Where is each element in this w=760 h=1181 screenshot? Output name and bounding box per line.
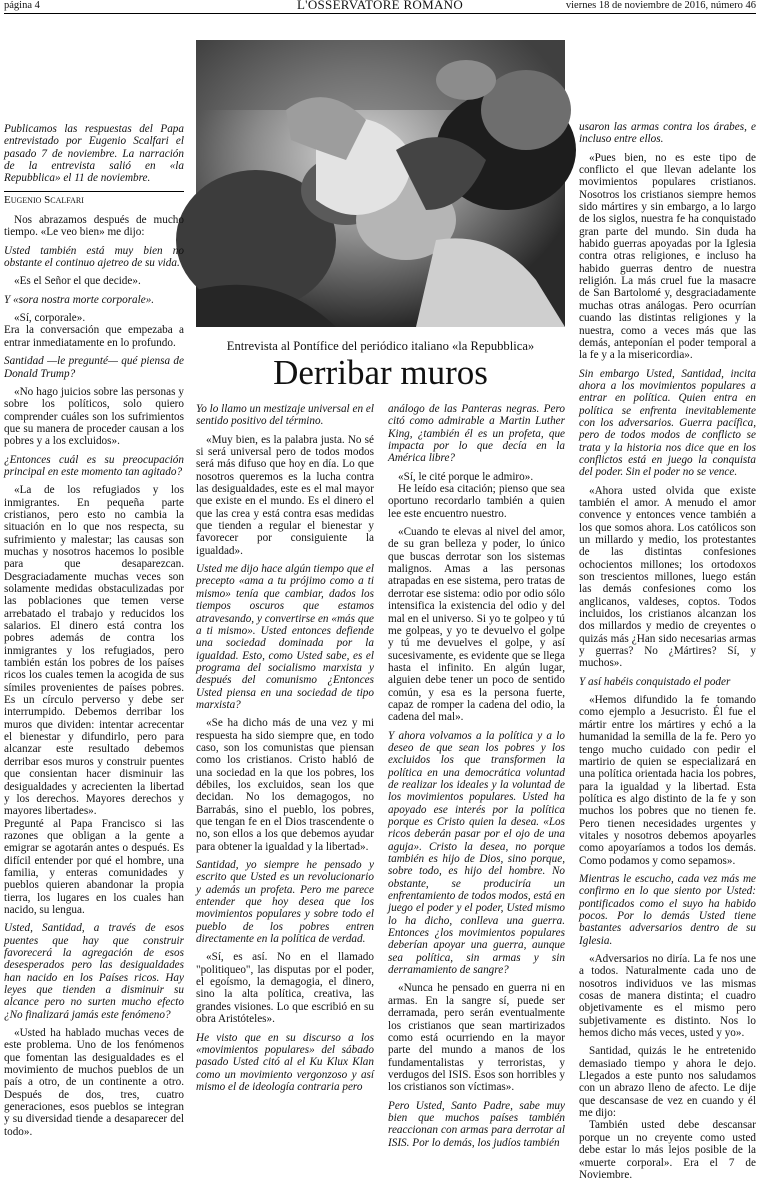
question: Y así habéis conquistado el poder bbox=[579, 675, 731, 688]
masthead: L'OSSERVATORE ROMANO bbox=[296, 0, 464, 12]
column-3 bbox=[388, 403, 565, 1149]
column-4 bbox=[579, 121, 756, 1181]
article-title: Derribar muros bbox=[273, 353, 488, 392]
article-intro: Publicamos las respuestas del Papa entrevistado por Eugenio Scalfari el pasado 7 de noviembre. La narración de la entrevista salió en «la Repubblica» el 11 de noviembre. bbox=[4, 123, 184, 185]
paragraph: «Sí, corporale». bbox=[14, 312, 86, 325]
page-number: página 4 bbox=[4, 0, 40, 11]
question: ¿Entonces cuál es su preocupación principal en este momento tan agitado? bbox=[4, 453, 184, 478]
paragraph: «Es el Señor el que decide». bbox=[14, 275, 141, 288]
question: He visto que en su discurso a los «movimientos populares» del sábado pasado Usted citó al el Ku Klux Klan como un movimiento vergonzoso y así mismo el de ideología contraria pero bbox=[196, 1031, 374, 1093]
article-kicker: Entrevista al Pontífice del periódico italiano «la Repubblica» bbox=[226, 339, 535, 353]
paragraph: Nos abrazamos después de mucho tiempo. «Le veo bien» me dijo: bbox=[4, 214, 184, 239]
article-photo bbox=[196, 40, 565, 327]
paragraph: «Usted ha hablado muchas veces de este problema. Uno de los fenómenos que fomentan las desigualdades es el movimiento de muchos pueblos de un país a otro, de un continente a otro. Después de dos, tres, cuatro generaciones, esos pueblos se integran y su diversidad tiende a desaparecer del todo». bbox=[4, 1027, 184, 1138]
question: Santidad —le pregunté— qué piensa de Donald Trump? bbox=[4, 355, 184, 380]
paragraph: «No hago juicios sobre las personas y sobre los políticos, solo quiero comprender cuáles son los sufrimientos que su manera de proceder causan a los pobres y a los excluidos». bbox=[4, 385, 184, 448]
question: análogo de las Panteras negras. Pero citó como admirable a Martin Luther King, ¿también él es un profeta, que impacta por lo que decía en la América libre? bbox=[388, 403, 565, 465]
photo-hands-illustration bbox=[196, 40, 565, 327]
paragraph: «Nunca he pensado en guerra ni en armas. En la sangre sí, puede ser derramada, pero serán eventualmente los cristianos que sean martirizados como está ocurriendo en la mayor parte del mundo a manos de los fundamentalistas y terroristas, y verdugos del ISIS. Esos son horribles y los cristianos son víctimas». bbox=[388, 982, 565, 1094]
byline: Eugenio Scalfari bbox=[4, 191, 184, 206]
question: Yo lo llamo un mestizaje universal en el sentido positivo del término. bbox=[196, 403, 374, 428]
paragraph: «Cuando te elevas al nivel del amor, de su gran belleza y poder, lo único que buscas derrotar son los sistemas malignos. Amas a las personas atrapadas en ese sistema, pero tratas de derrotar ese sistema: odio por odio sólo intensifica la existencia del odio y del mal en el universo. Si yo te golpeo y tú me golpeas, y yo te devuelvo el golpe y tú me devuelves el golpe, y así sucesivamente, es evidente que se llega hasta el infinito. En algún lugar, alguien debe tener un poco de sentido común, y esa es la persona fuerte, capaz de romper la cadena del odio, la cadena del mal». bbox=[388, 526, 565, 724]
question: Santidad, yo siempre he pensado y escrito que Usted es un revolucionario y además un profeta. Pero me parece entender que hoy desea que los movimientos populares y sobre todo el pueblo de los pobres entren directamente en la política de verdad. bbox=[196, 859, 374, 946]
paragraph: «Sí, es así. No en el llamado "politiqueo", las disputas por el poder, el egoísmo, la demagogia, el dinero, sino la alta política, creativa, las grandes visiones. Lo que escribió en su obra Aristóteles». bbox=[196, 951, 374, 1026]
paragraph: «Ahora usted olvida que existe también el amor. A menudo el amor convence y entonces vence también a los que somos ahora. Los católicos son un millardo y medio, los protestantes de las distintas confesiones ochocientos millones; los ortodoxos son trescientos millones, luego están las demás confesiones como los anglicanos, valdeses, coptos. Todos incluidos, los cristianos alcanzan los dos millardos y medio de creyentes o quizás más ¿Han sido necesarias armas y guerras? No ¿Mártires? Sí, y muchos». bbox=[579, 484, 756, 670]
question: Y «sora nostra morte corporale». bbox=[4, 293, 155, 306]
paragraph: Santidad, quizás le he entretenido demasiado tiempo y ahora le dejo. Llegados a este punto nos saludamos con un abrazo lleno de afecto. Le dije que descansase de vez en cuando y él me dijo: bbox=[579, 1045, 756, 1120]
question: Usted también está muy bien no obstante el continuo ajetreo de su vida. bbox=[4, 244, 184, 270]
paragraph: «Pues bien, no es este tipo de conflicto el que llevan adelante los movimientos populares cristianos. Nosotros los cristianos siempre hemos sido mártires y sin embargo, a lo largo de los siglos, nuestra fe ha conquistado gran parte del mundo. Sin duda ha habido guerras apoyadas por la Iglesia contra otras religiones, e incluso ha habido guerras dentro de nuestra religión. La más cruel fue la masacre de San Bartolomé y, desgraciadamente muchas otras análogas. Pero ocurrían cuando las distintas religiones y la nuestra, como a veces más que las demás, anteponían el poder temporal a la fe y a la misericordia». bbox=[579, 151, 756, 362]
question: Usted, Santidad, a través de esos puentes que hay que construir favorecerá la agregación de esos desesperados pero las desigualdades han nacido en los Países ricos. Hay leyes que tienden a disminuir su alcance pero no surten mucho efecto ¿No finalizará jamás este fenómeno? bbox=[4, 922, 184, 1021]
question: Pero Usted, Santo Padre, sabe muy bien que muchos países también reaccionan con armas para derrotar al ISIS. Por lo demás, los judíos también bbox=[388, 1099, 565, 1149]
paragraph: «Muy bien, es la palabra justa. No sé si será universal pero de todos modos será más difuso que hoy en día. Lo que nosotros queremos es la lucha contra las desigualdades, este es el mal mayor que existe en el mundo. Es el dinero el que las crea y está contra esas medidas que tienden a regular el bienestar y favorecer por consiguiente la igualdad». bbox=[196, 433, 374, 557]
question: Sin embargo Usted, Santidad, incita ahora a los movimientos populares a entrar en política. Quien entra en política se enfrenta inevitablemente con los adversarios. Guerra pacífica, pero de todos modos de conflicto se trata y la historia nos dice que en los conflictos está en juego la conquista del poder. Sin el poder no se vence. bbox=[579, 367, 756, 479]
running-header bbox=[4, 0, 756, 12]
paragraph: «Se ha dicho más de una vez y mi respuesta ha sido siempre que, en todo caso, son los comunistas que piensan como los cristianos. Cristo habló de una sociedad en la que los pobres, los débiles, los excluidos, sean los que decidan. No los demagogos, no Barrabás, sino el pueblo, los pobres, que tengan fe en el Dios trascendente o no, son ellos a los que debemos ayudar para obtener la igualdad y la libertad». bbox=[196, 717, 374, 853]
column-1 bbox=[4, 123, 184, 1138]
question: Y ahora volvamos a la política y a lo deseo de que sean los pobres y los excluidos los que transformen la política en una democrática voluntad de realizar los ideales y la voluntad de los movimientos populares. Usted ha apoyado ese interés por la política porque es Cristo quien la desea. «Los ricos deberán pasar por el ojo de una aguja». Cristo la desea, no porque también es hijo de Dios, sino porque, sobre todo, es hijo del hombre. No obstante, se produciría un enfrentamiento de todos modos, está en juego el poder y el poder, Usted mismo lo ha dicho, conlleva una guerra. Entonces ¿los movimientos populares deberían apoyar una guerra, aunque sea política, sin armas y sin derramamiento de sangre? bbox=[388, 729, 565, 977]
paragraph: «La de los refugiados y los inmigrantes. En pequeña parte cristianos, pero esto no cambia la situación en lo que nos respecta, su sufrimiento y malestar; las causas son muchas y nosotros hacemos lo posible para que desaparezcan. Desgraciadamente muchas veces son solamente medidas obstaculizadas por las poblaciones que temen verse arrebatado el trabajo y reducidos los salarios. El dinero está contra los pobres además de contra los inmigrantes y los refugiados, pero también están los pobres de los países ricos los cuales temen la acogida de sus símiles provenientes de países pobres. Es un círculo perverso y debe ser interrumpido. Debemos derribar los muros que dividen: intentar acrecentar el bienestar y difundirlo, pero para alcanzar este resultado debemos derribar esos muros y construir puentes que consientan hacer disminuir las desigualdades y acrecienten la libertad y los derechos. Mayores derechos y mayores libertades». bbox=[4, 484, 184, 818]
column-2 bbox=[196, 403, 374, 1115]
paragraph: Pregunté al Papa Francisco si las razones que obligan a la gente a emigrar se agotarán antes o después. Es difícil entender por qué el hombre, una familia, y enteras comunidades y pueblos quieren abandonar la propia tierra, los lugares en los cuales han nacido, su lengua. bbox=[4, 817, 184, 916]
paragraph: He leído esa citación; pienso que sea oportuno recordarlo también a quien lee este encuentro nuestro. bbox=[388, 483, 565, 520]
paragraph: «Adversarios no diría. La fe nos une a todos. Naturalmente cada uno de nosotros individuos ve las mismas cosas de manera distinta; el cuadro objetivamente es el mismo pero subjetivamente es distinto. Nos lo hemos dicho más veces, usted y yo». bbox=[579, 953, 756, 1040]
question: usaron las armas contra los árabes, e incluso entre ellos. bbox=[579, 121, 756, 146]
paragraph: Era la conversación que empezaba a entrar inmediatamente en lo profundo. bbox=[4, 324, 184, 349]
paragraph: «Sí, le cité porque le admiro». bbox=[398, 470, 534, 483]
paragraph: «Hemos difundido la fe tomando como ejemplo a Jesucristo. Él fue el mártir entre los mártires y echó a la humanidad la semilla de la fe. Pero yo tengo mucho cuidado con pedir el martirio de quien se especializará en una política orientada hacia los pobres, para la igualdad y la libertad. Esta política es algo distinto de la fe y son muchos los pobres que no tienen fe. Pero tienen necesidades urgentes y vitales y nosotros debemos apoyarles como apoyaríamos a todos los demás. Como podamos y como sepamos». bbox=[579, 694, 756, 867]
question: Usted me dijo hace algún tiempo que el precepto «ama a tu prójimo como a ti mismo» tenía que cambiar, dados los tiempos oscuros que estamos atravesando, y convertirse en «más que a ti mismo». Usted entonces defiende una sociedad dominada por la igualdad. Esto, como Usted sabe, es el programa del socialismo marxista y después del comunismo ¿Entonces Usted piensa en una sociedad de tipo marxista? bbox=[196, 563, 374, 711]
question: Mientras le escucho, cada vez más me confirmo en lo que siento por Usted: pontificados como el suyo ha habido pocos. Por lo demás Usted tiene bastantes adversarios dentro de su Iglesia. bbox=[579, 872, 756, 947]
header-rule bbox=[4, 13, 756, 14]
dateline: viernes 18 de noviembre de 2016, número 46 bbox=[565, 0, 756, 11]
paragraph: También usted debe descansar porque un no creyente como usted debe estar lo más lejos posible de la «muerte corporal». Era el 7 de Noviembre. bbox=[579, 1119, 756, 1181]
